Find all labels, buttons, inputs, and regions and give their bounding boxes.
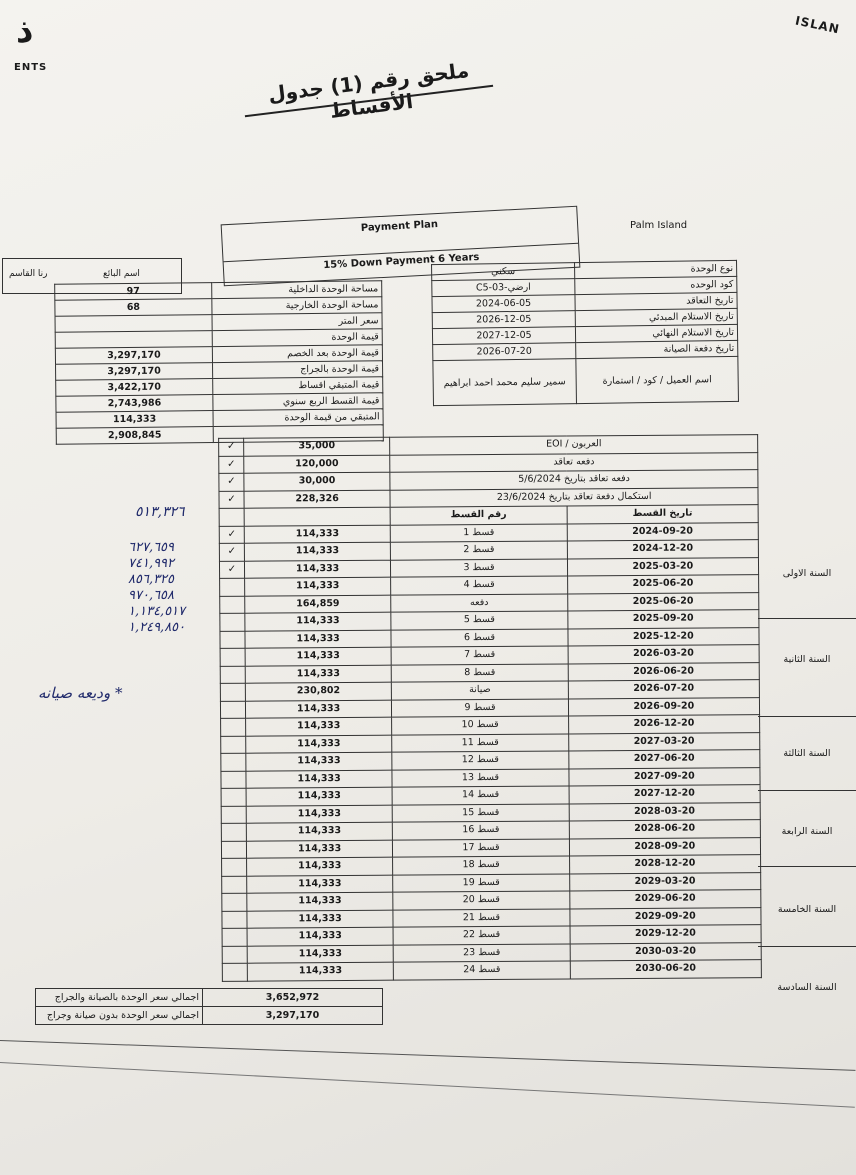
installment-amount: 114,333 xyxy=(246,840,392,859)
installment-amount: 114,333 xyxy=(247,892,393,911)
installment-amount: 114,333 xyxy=(244,542,390,561)
payment-plan-subtitle: 15% Down Payment 6 Years xyxy=(224,243,579,277)
down-payment-amount: 228,326 xyxy=(244,490,390,509)
check-mark-icon: ✓ xyxy=(219,473,244,491)
installment-amount: 114,333 xyxy=(247,910,393,929)
blank-cell xyxy=(222,893,247,911)
installment-amount: 114,333 xyxy=(245,665,391,684)
installment-amount: 114,333 xyxy=(244,525,390,544)
blank-cell xyxy=(220,701,245,719)
installment-date: 2028-03-20 xyxy=(569,802,760,821)
unit-info-label: نوع الوحدة xyxy=(575,260,737,278)
installment-amount: 114,333 xyxy=(247,962,393,981)
installment-amount: 230,802 xyxy=(245,682,391,701)
handwritten-running-totals xyxy=(128,540,185,636)
blank-cell xyxy=(220,666,245,684)
installment-label: قسط 22 xyxy=(393,926,569,945)
installment-amount: 114,333 xyxy=(245,647,391,666)
blank-cell xyxy=(221,823,246,841)
unit-info-label: تاريخ الاستلام المبدئي xyxy=(575,308,737,326)
handwritten-number: ٦٢٧,٦٥٩ xyxy=(128,540,175,555)
blank-cell xyxy=(221,788,246,806)
year-label: السنة الخامسة xyxy=(777,904,837,915)
blank-cell xyxy=(244,507,390,526)
handwritten-number: ١,٢٤٩,٨٥٠ xyxy=(128,620,186,635)
installment-date: 2025-09-20 xyxy=(567,610,758,629)
installment-label: صيانة xyxy=(392,681,568,700)
total-row xyxy=(36,989,383,1007)
installment-row xyxy=(222,960,761,981)
blank-cell xyxy=(222,858,247,876)
installment-amount: 114,333 xyxy=(247,927,393,946)
down-payment-amount: 120,000 xyxy=(244,455,390,474)
installment-amount: 114,333 xyxy=(246,735,392,754)
year-divider xyxy=(758,618,856,619)
check-mark-icon: ✓ xyxy=(219,491,244,509)
installment-label: قسط 19 xyxy=(393,873,569,892)
installment-date: 2027-03-20 xyxy=(568,732,759,751)
payment-plan-title: Payment Plan xyxy=(360,219,439,235)
unit-info-value: C5-ارضي-03 xyxy=(432,279,575,297)
installment-label: قسط 6 xyxy=(391,628,567,647)
down-payment-desc: دفعه تعاقد xyxy=(390,452,758,472)
area-label: قيمة الوحدة xyxy=(212,329,382,347)
installment-amount: 114,333 xyxy=(246,752,392,771)
installment-label: قسط 7 xyxy=(391,646,567,665)
blank-cell xyxy=(220,683,245,701)
blank-cell xyxy=(220,613,245,631)
installment-date: 2027-06-20 xyxy=(568,750,759,769)
area-label: قيمة الوحدة بالجراج xyxy=(213,361,383,379)
blank-cell xyxy=(220,578,245,596)
unit-info-value: سكني xyxy=(432,263,575,281)
unit-info-value: 2024-06-05 xyxy=(432,295,575,313)
installment-label: دفعه xyxy=(391,593,567,612)
down-payment-amount: 35,000 xyxy=(244,437,390,456)
blank-cell xyxy=(219,508,244,526)
installment-label: قسط 21 xyxy=(393,908,569,927)
installment-label: قسط 13 xyxy=(392,768,568,787)
installment-amount: 114,333 xyxy=(245,700,391,719)
area-label: مساحة الوحدة الخارجية xyxy=(212,297,382,315)
installment-amount: 114,333 xyxy=(245,577,391,596)
total-value: 3,652,972 xyxy=(203,989,383,1007)
blank-cell xyxy=(221,753,246,771)
unit-info-table xyxy=(431,260,739,406)
installment-label: قسط 11 xyxy=(392,733,568,752)
client-row xyxy=(433,356,739,405)
installment-amount: 114,333 xyxy=(247,875,393,894)
area-value xyxy=(55,331,212,349)
page-title: ملحق رقم (1) جدول الأقساط xyxy=(266,57,471,123)
installment-amount: 114,333 xyxy=(245,630,391,649)
unit-info-value: 2026-07-20 xyxy=(433,343,576,361)
installment-amount: 114,333 xyxy=(246,717,392,736)
installment-label: قسط 5 xyxy=(391,611,567,630)
unit-areas-table xyxy=(54,280,384,444)
unit-info-value: 2026-12-05 xyxy=(432,311,575,329)
logo-mark: ذ xyxy=(16,11,34,51)
installment-amount: 114,333 xyxy=(247,945,393,964)
unit-info-label: تاريخ الاستلام النهائي xyxy=(575,324,737,342)
check-mark-icon: ✓ xyxy=(219,526,244,544)
handwritten-note: * وديعه صيانه xyxy=(38,684,123,702)
year-divider xyxy=(758,946,856,947)
blank-cell xyxy=(221,771,246,789)
handwritten-number: ١,١٣٤,٥١٧ xyxy=(128,604,186,619)
year-divider xyxy=(758,866,856,867)
installment-amount: 114,333 xyxy=(246,770,392,789)
installment-date: 2024-12-20 xyxy=(567,540,758,559)
down-payment-amount: 30,000 xyxy=(244,472,390,491)
year-label: السنة الثانية xyxy=(783,654,831,665)
area-label: مساحة الوحدة الداخلية xyxy=(212,281,382,299)
installment-date: 2027-09-20 xyxy=(569,767,760,786)
year-divider xyxy=(758,790,856,791)
year-label: السنة الرابعة xyxy=(781,826,833,837)
blank-cell xyxy=(221,841,246,859)
area-label: المتبقي من قيمة الوحدة xyxy=(213,409,383,427)
installment-label: قسط 4 xyxy=(391,576,567,595)
year-label: السنة السادسة xyxy=(777,982,837,993)
installment-label: قسط 17 xyxy=(393,838,569,857)
installment-label: قسط 18 xyxy=(393,856,569,875)
bottom-rule-2 xyxy=(0,1062,855,1108)
installment-date: 2029-09-20 xyxy=(570,907,761,926)
blank-cell xyxy=(221,718,246,736)
year-column xyxy=(758,520,856,1020)
total-row xyxy=(36,1007,383,1025)
area-value: 2,908,845 xyxy=(56,427,213,445)
installment-amount: 114,333 xyxy=(244,560,390,579)
unit-info-label: تاريخ التعاقد xyxy=(575,292,737,310)
handwritten-top-number: ٥١٣,٣٢٦ xyxy=(135,504,185,520)
total-value: 3,297,170 xyxy=(203,1007,383,1025)
installment-amount: 164,859 xyxy=(245,595,391,614)
unit-info-value: 2027-12-05 xyxy=(432,327,575,345)
totals-table xyxy=(35,988,383,1025)
installment-amount: 114,333 xyxy=(246,805,392,824)
installment-label: قسط 16 xyxy=(393,821,569,840)
installment-date: 2026-06-20 xyxy=(568,662,759,681)
installment-date: 2027-12-20 xyxy=(569,785,760,804)
installment-label: قسط 8 xyxy=(392,663,568,682)
down-payment-desc: العربون / EOI xyxy=(390,435,758,455)
blank-cell xyxy=(221,736,246,754)
logo-text: ENTS xyxy=(14,62,48,73)
area-value: 3,297,170 xyxy=(55,347,212,365)
seller-label: اسم البائع xyxy=(103,269,140,279)
installment-amount: 114,333 xyxy=(246,787,392,806)
area-value: 2,743,986 xyxy=(56,395,213,413)
area-value xyxy=(55,315,212,333)
check-mark-icon: ✓ xyxy=(219,438,244,456)
seller-name: رنا القاسم xyxy=(9,269,48,279)
blank-cell xyxy=(220,631,245,649)
installment-date: 2028-12-20 xyxy=(569,855,760,874)
blank-cell xyxy=(222,946,247,964)
client-name: سمير سليم محمد احمد ابراهيم xyxy=(433,359,577,406)
installment-date: 2029-03-20 xyxy=(569,872,760,891)
blank-cell xyxy=(222,911,247,929)
year-label: السنة الثالثة xyxy=(783,748,831,759)
installment-label: قسط 1 xyxy=(391,523,567,542)
installment-label: قسط 20 xyxy=(393,891,569,910)
installment-date: 2026-03-20 xyxy=(568,645,759,664)
check-mark-icon: ✓ xyxy=(219,543,244,561)
year-divider xyxy=(758,716,856,717)
installment-date: 2026-12-20 xyxy=(568,715,759,734)
installment-label: قسط 12 xyxy=(392,751,568,770)
blank-cell xyxy=(222,876,247,894)
blank-cell xyxy=(220,648,245,666)
installment-date: 2028-06-20 xyxy=(569,820,760,839)
year-label: السنة الاولى xyxy=(782,568,832,579)
installment-label: قسط 15 xyxy=(392,803,568,822)
installment-label: قسط 2 xyxy=(391,541,567,560)
installment-label: قسط 14 xyxy=(392,786,568,805)
installment-header: رقم القسط xyxy=(390,506,566,525)
installment-date: 2030-06-20 xyxy=(570,960,761,979)
installment-date: 2024-09-20 xyxy=(567,522,758,541)
installment-date: 2030-03-20 xyxy=(570,942,761,961)
area-value: 3,297,170 xyxy=(56,363,213,381)
area-value: 3,422,170 xyxy=(56,379,213,397)
installment-amount: 114,333 xyxy=(246,822,392,841)
installment-label: قسط 23 xyxy=(393,943,569,962)
blank-cell xyxy=(222,928,247,946)
installment-label: قسط 10 xyxy=(392,716,568,735)
installment-label: قسط 3 xyxy=(391,558,567,577)
area-label: قيمة المتبقي اقساط xyxy=(213,377,383,395)
area-value: 114,333 xyxy=(56,411,213,429)
handwritten-number: ٧٤١,٩٩٢ xyxy=(128,556,175,571)
blank-cell xyxy=(220,596,245,614)
installment-date: 2025-06-20 xyxy=(567,575,758,594)
installment-amount: 114,333 xyxy=(246,857,392,876)
total-label: اجمالي سعر الوحدة بدون صيانة وجراج xyxy=(36,1007,203,1025)
unit-info-label: كود الوحده xyxy=(575,276,737,294)
handwritten-number: ٨٥٦,٣٢٥ xyxy=(128,572,175,587)
blank-cell xyxy=(222,963,247,981)
area-value: 97 xyxy=(55,283,212,301)
top-right-brand: ISLAN xyxy=(794,13,842,37)
installment-label: قسط 9 xyxy=(392,698,568,717)
handwritten-number: ٩٧٠,٦٥٨ xyxy=(128,588,175,603)
area-value: 68 xyxy=(55,299,212,317)
installment-date: 2026-09-20 xyxy=(568,697,759,716)
date-header: تاريخ القسط xyxy=(567,505,758,524)
installment-date: 2028-09-20 xyxy=(569,837,760,856)
blank-cell xyxy=(221,806,246,824)
installment-amount: 114,333 xyxy=(245,612,391,631)
installment-date: 2025-03-20 xyxy=(567,557,758,576)
installment-date: 2025-06-20 xyxy=(567,592,758,611)
down-payment-desc: دفعه تعاقد بتاريخ 5/6/2024 xyxy=(390,470,758,490)
installment-date: 2029-06-20 xyxy=(569,890,760,909)
installment-date: 2029-12-20 xyxy=(570,925,761,944)
check-mark-icon: ✓ xyxy=(219,561,244,579)
bottom-rule xyxy=(0,1040,855,1071)
check-mark-icon: ✓ xyxy=(219,456,244,474)
installment-date: 2026-07-20 xyxy=(568,680,759,699)
area-label: قيمة القسط الربع سنوي xyxy=(213,393,383,411)
client-label: اسم العميل / كود / استمارة xyxy=(576,356,739,403)
area-label: سعر المتر xyxy=(212,313,382,331)
unit-info-label: تاريخ دفعة الصيانة xyxy=(576,340,738,358)
project-name: Palm Island xyxy=(630,220,688,231)
installment-label: قسط 24 xyxy=(394,961,570,980)
installments-table xyxy=(218,434,762,981)
installment-date: 2025-12-20 xyxy=(568,627,759,646)
total-label: اجمالي سعر الوحدة بالصيانة والجراج xyxy=(36,989,203,1007)
area-label: قيمة الوحدة بعد الخصم xyxy=(212,345,382,363)
down-payment-desc: استكمال دفعة تعاقد بتاريخ 23/6/2024 xyxy=(390,487,758,507)
